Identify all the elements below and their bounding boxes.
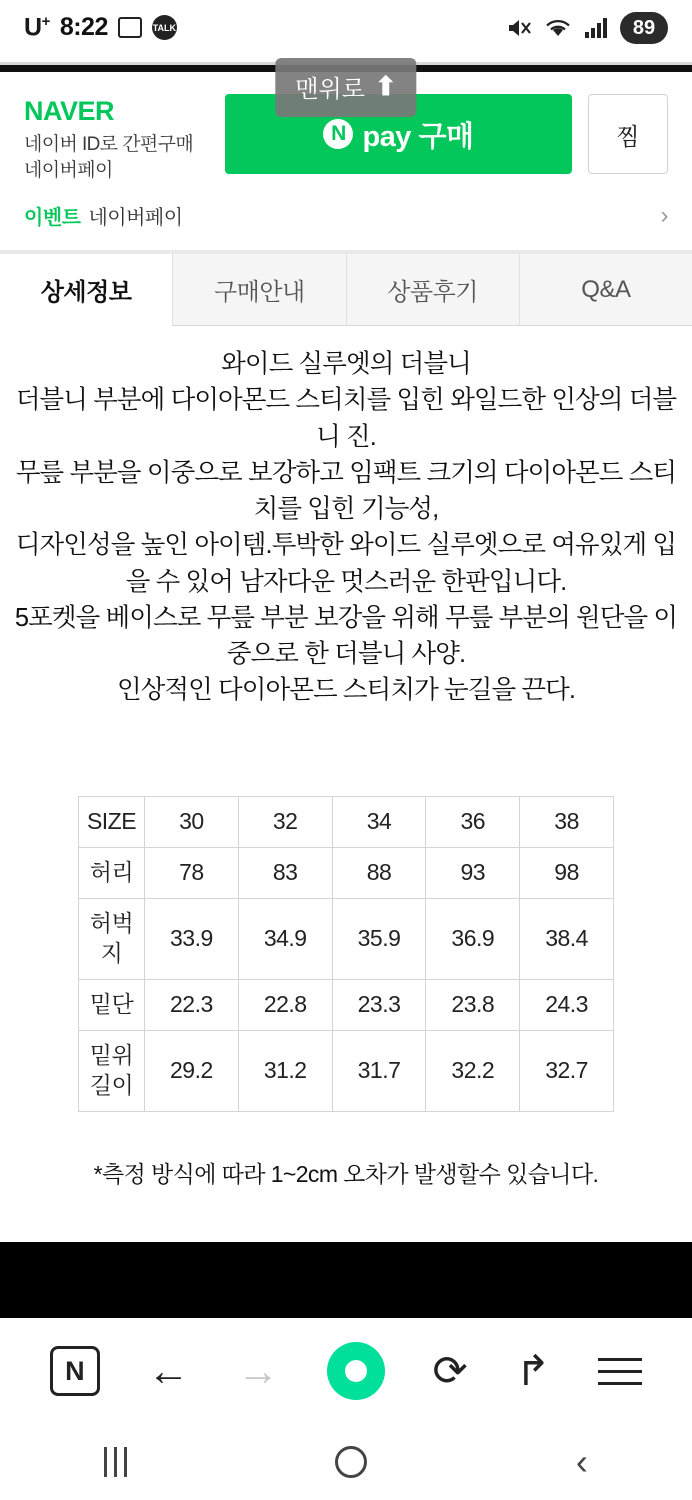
naver-app-button[interactable] [50, 1346, 100, 1396]
android-navigation-bar [0, 1424, 692, 1500]
size-cell-1-1: 34.9 [238, 899, 332, 980]
size-table [78, 796, 614, 1111]
browser-reload-button[interactable] [432, 1347, 468, 1394]
naver-pay-info [24, 94, 209, 183]
naver-logo: NAVER [24, 96, 115, 126]
size-cell-3-1: 31.2 [238, 1030, 332, 1111]
table-row [79, 899, 614, 980]
status-bar-right [506, 12, 668, 44]
event-tag: 이벤트 [24, 207, 81, 230]
size-table-header-5: 38 [520, 797, 614, 848]
size-row-label-1: 허벅지 [79, 899, 145, 980]
description-line-1: 와이드 실루엣의 더블니 [221, 350, 471, 379]
arrow-left-icon: ← [147, 1347, 190, 1394]
status-clock: 8:22 [59, 13, 108, 42]
event-text: 네이버페이 [88, 207, 183, 230]
size-table-wrapper [78, 796, 614, 1188]
screenshot-icon [118, 17, 142, 38]
size-cell-1-2: 35.9 [332, 899, 426, 980]
size-row-label-2: 밑단 [79, 979, 145, 1030]
naver-pay-buy-label: pay 구매 [362, 120, 474, 153]
home-circle-icon [327, 1342, 385, 1400]
size-cell-3-2: 31.7 [332, 1030, 426, 1111]
size-cell-3-3: 32.2 [426, 1030, 520, 1111]
size-table-header-2: 32 [238, 797, 332, 848]
reload-icon: ⟳ [432, 1347, 468, 1394]
size-cell-1-4: 38.4 [520, 899, 614, 980]
size-cell-3-0: 29.2 [145, 1030, 239, 1111]
browser-menu-button[interactable] [598, 1358, 642, 1385]
size-table-header-3: 34 [332, 797, 426, 848]
size-table-header-0: SIZE [79, 797, 145, 848]
size-cell-2-2: 23.3 [332, 979, 426, 1030]
kakaotalk-icon: TALK [152, 15, 177, 40]
tab-qna[interactable]: Q&A [519, 254, 692, 326]
browser-home-button[interactable] [327, 1342, 385, 1400]
home-icon[interactable] [335, 1446, 367, 1478]
product-tabs [0, 254, 692, 326]
arrow-up-icon: ⬆ [374, 71, 397, 101]
naver-pay-sub-line1: 네이버 ID로 간편구매 [24, 134, 194, 155]
browser-back-button[interactable] [147, 1347, 190, 1394]
menu-icon [598, 1358, 642, 1385]
recents-icon[interactable] [104, 1447, 127, 1477]
browser-toolbar [0, 1318, 692, 1424]
wishlist-button[interactable]: 찜 [588, 94, 668, 174]
table-row [79, 1030, 614, 1111]
size-row-label-0: 허리 [79, 848, 145, 899]
arrow-right-icon: → [237, 1347, 280, 1394]
description-line-4: 디자인성을 높인 아이템.투박한 와이드 실루엣으로 여유있게 입을 수 있어 남자다운 멋스러운 한판입니다. [15, 531, 677, 596]
naver-n-icon: N [50, 1346, 100, 1396]
share-icon: ↱ [515, 1347, 551, 1394]
size-cell-0-2: 88 [332, 848, 426, 899]
size-cell-1-0: 33.9 [145, 899, 239, 980]
signal-icon [584, 16, 608, 40]
description-line-3: 무릎 부분을 이중으로 보강하고 임팩트 크기의 다이아몬드 스티치를 입힌 기능성, [15, 458, 677, 524]
chevron-right-icon: › [660, 201, 668, 229]
status-bar [0, 0, 692, 56]
carrier-label: U+ [24, 13, 50, 42]
tab-purchase-guide[interactable]: 구매안내 [172, 254, 345, 326]
tab-reviews[interactable]: 상품후기 [346, 254, 519, 326]
size-cell-0-3: 93 [426, 848, 520, 899]
status-bar-left [24, 13, 177, 42]
table-row [79, 979, 614, 1030]
size-cell-1-3: 36.9 [426, 899, 520, 980]
naver-pay-sub [24, 132, 209, 183]
scroll-to-top-button[interactable] [275, 58, 416, 117]
size-cell-2-4: 24.3 [520, 979, 614, 1030]
product-description [0, 326, 692, 708]
size-table-header-4: 36 [426, 797, 520, 848]
naver-pay-mark-icon: N [323, 119, 353, 149]
back-icon[interactable]: ‹ [575, 1441, 588, 1482]
battery-indicator: 89 [620, 12, 668, 44]
size-cell-2-3: 23.8 [426, 979, 520, 1030]
size-cell-0-0: 78 [145, 848, 239, 899]
scroll-to-top-label: 맨위로 [295, 76, 365, 103]
naver-pay-sub-line2: 네이버페이 [24, 159, 113, 181]
bottom-black-area [0, 1242, 692, 1318]
browser-forward-button[interactable] [237, 1347, 280, 1394]
size-cell-3-4: 32.7 [520, 1030, 614, 1111]
table-header-row [79, 797, 614, 848]
browser-share-button[interactable] [515, 1347, 551, 1394]
size-table-header-1: 30 [145, 797, 239, 848]
size-row-label-3: 밑위길이 [79, 1030, 145, 1111]
description-line-2: 더블니 부분에 다이아몬드 스티치를 입힌 와일드한 인상의 더블니 진. [15, 386, 677, 451]
size-cell-2-0: 22.3 [145, 979, 239, 1030]
mute-icon [506, 16, 532, 40]
description-line-6: 인상적인 다이아몬드 스티치가 눈길을 끈다. [116, 676, 576, 705]
size-table-note: *측정 방식에 따라 1~2cm 오차가 발생할수 있습니다. [93, 1160, 599, 1187]
size-cell-2-1: 22.8 [238, 979, 332, 1030]
event-row[interactable] [0, 189, 692, 250]
table-row [79, 848, 614, 899]
size-cell-0-4: 98 [520, 848, 614, 899]
description-line-5: 5포켓을 베이스로 무릎 부분 보강을 위해 무릎 부분의 원단을 이중으로 한 더블니 사양. [14, 603, 678, 668]
tab-details[interactable]: 상세정보 [0, 254, 172, 326]
wifi-icon [544, 16, 572, 40]
size-cell-0-1: 83 [238, 848, 332, 899]
